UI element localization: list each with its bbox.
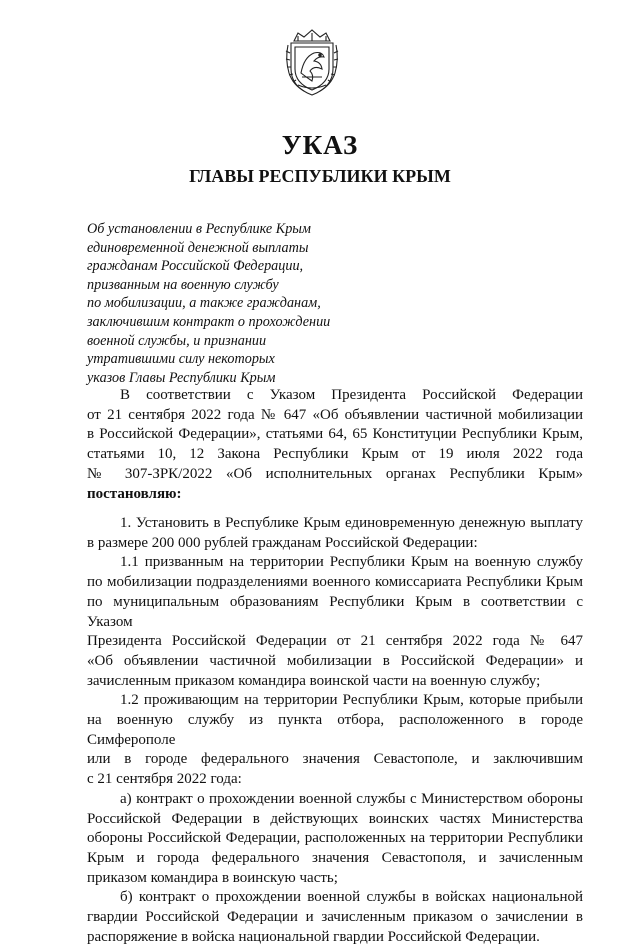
subject-line: единовременной денежной выплаты <box>87 239 309 256</box>
subject-line: указов Главы Республики Крым <box>87 369 276 386</box>
item-line: зачисленным приказом командира воинской части на военную службу; <box>87 672 541 689</box>
coat-of-arms-icon <box>284 27 340 99</box>
item-line: с 21 сентября 2022 года: <box>87 771 242 788</box>
decree-items <box>87 514 583 947</box>
subject-line: заключившим контракт о прохождении <box>87 313 331 330</box>
decree-word: постановляю: <box>87 485 182 502</box>
item-line: «Об объявлении частичной мобилизации в Российской Федерации» и <box>87 652 583 669</box>
item-line: распоряжение в войска национальной гвардии Российской Федерации. <box>87 928 540 945</box>
preamble <box>87 386 583 504</box>
preamble-line: в Российской Федерации», статьями 64, 65 Конституции Республики Крым, <box>87 426 583 443</box>
preamble-line: В соответствии с Указом Президента Российской Федерации <box>120 387 583 403</box>
item-line: приказом командира в воинскую часть; <box>87 869 338 886</box>
item-line: Президента Российской Федерации от 21 сентября 2022 года № 647 <box>87 633 583 650</box>
document-title: УКАЗ <box>281 130 359 160</box>
decree-subject <box>87 220 387 387</box>
preamble-line: № 307-ЗРК/2022 «Об исполнительных органах Республики Крым» <box>87 465 583 482</box>
item-line: гвардии Российской Федерации и зачисленным приказом о зачислении в <box>87 909 583 926</box>
document-subtitle: ГЛАВЫ РЕСПУБЛИКИ КРЫМ <box>189 166 451 186</box>
item-line: 1. Установить в Республике Крым единовременную денежную выплату <box>120 515 583 531</box>
item-line: или в городе федерального значения Севастополе, и заключившим <box>87 751 583 768</box>
item-line: на военную службу из пункта отбора, расположенного в городе Симферополе <box>87 712 583 748</box>
preamble-line: от 21 сентября 2022 года № 647 «Об объявлении частичной мобилизации <box>87 406 583 423</box>
item-line: Российской Федерации в действующих воинских частях Министерства <box>87 810 583 827</box>
item-line: а) контракт о прохождении военной службы с Министерством обороны <box>120 790 583 807</box>
subject-line: по мобилизации, а также гражданам, <box>87 295 321 312</box>
item-line: обороны Российской Федерации, расположенных на территории Республики <box>87 830 583 847</box>
item-line: по муниципальным образованиям Республики Крым в соответствии с Указом <box>87 593 583 630</box>
item-line: Крым и города федерального значения Севастополя, и зачисленным <box>87 849 583 866</box>
subject-line: военной службы, и признании <box>87 332 267 349</box>
item-line: б) контракт о прохождении военной службы в войсках национальной <box>120 889 583 906</box>
subject-line: призванным на военную службу <box>87 276 279 293</box>
subject-line: Об установлении в Республике Крым <box>87 221 311 237</box>
item-line: 1.2 проживающим на территории Республики Крым, которые прибыли <box>120 692 583 709</box>
item-line: 1.1 призванным на территории Республики Крым на военную службу <box>120 554 583 571</box>
item-line: в размере 200 000 рублей гражданам Российской Федерации: <box>87 534 478 551</box>
subject-line: утратившими силу некоторых <box>87 351 275 368</box>
subject-line: гражданам Российской Федерации, <box>87 258 304 275</box>
item-line: по мобилизации подразделениями военного комиссариата Республики Крым <box>87 574 583 591</box>
preamble-line: статьями 10, 12 Закона Республики Крым от 19 июля 2022 года <box>87 446 583 463</box>
